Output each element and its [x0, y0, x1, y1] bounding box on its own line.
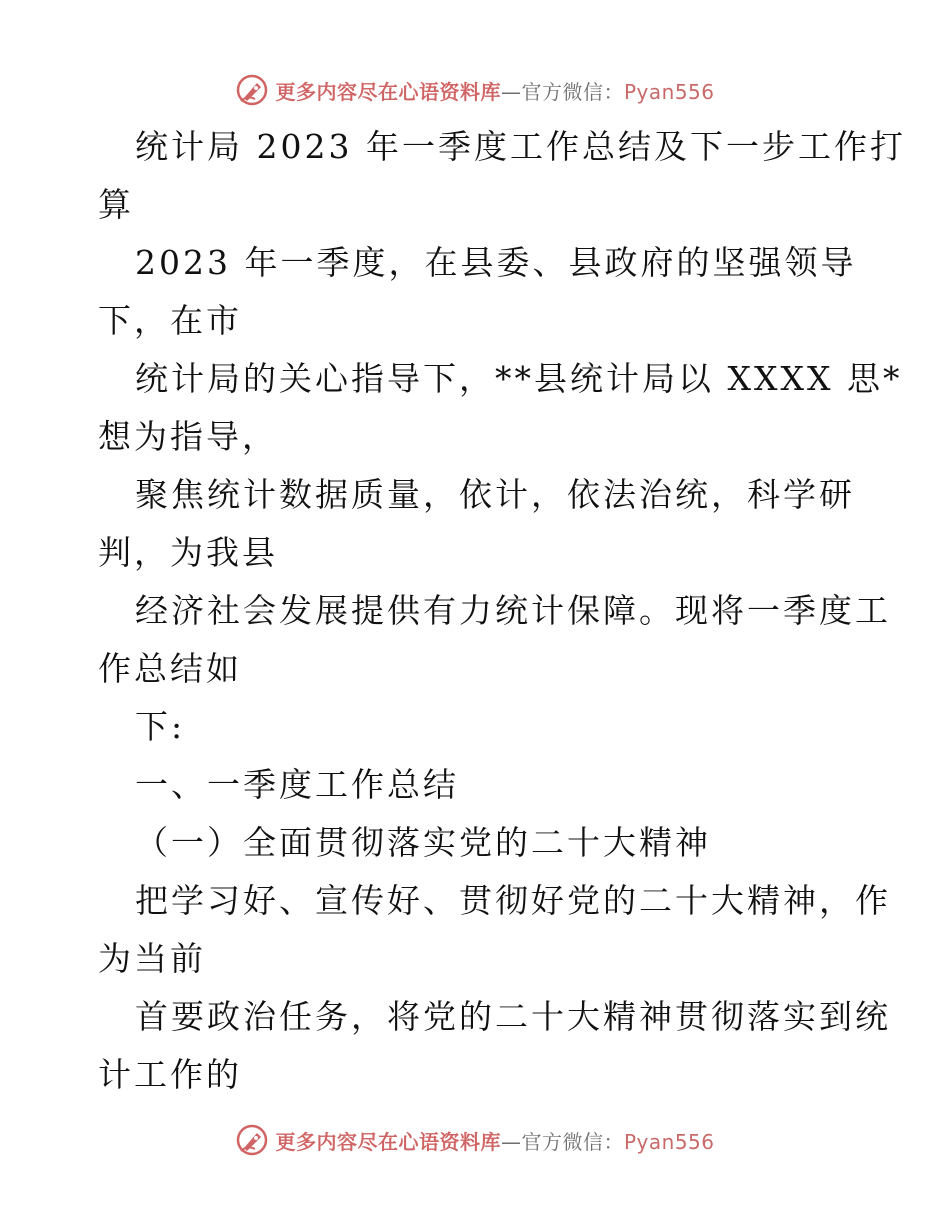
document-line: 计工作的 [98, 1055, 242, 1094]
document-line: 首要政治任务，将党的二十大精神贯彻落实到统 [135, 997, 891, 1036]
document-line: （一）全面贯彻落实党的二十大精神 [135, 823, 711, 862]
watermark-main-text: 更多内容尽在心语资料库 [275, 79, 501, 104]
document-line: 为当前 [98, 939, 206, 978]
document-line: 下: [135, 707, 186, 746]
watermark-main-text: 更多内容尽在心语资料库 [275, 1129, 501, 1154]
document-body [98, 118, 906, 1104]
pen-nib-logo-icon [235, 73, 269, 107]
watermark-contact-label: 官方微信： [521, 79, 624, 104]
watermark-content [235, 73, 714, 107]
document-line: 作总结如 [98, 649, 242, 688]
document-line: 一、一季度工作总结 [135, 765, 459, 804]
document-line: 2023 年一季度，在县委、县政府的坚强领导 [135, 243, 857, 282]
watermark-separator: — [500, 79, 522, 104]
watermark-text [275, 1126, 714, 1155]
document-line: 下，在市 [98, 301, 242, 340]
document-line: 经济社会发展提供有力统计保障。现将一季度工 [135, 591, 891, 630]
document-line: 把学习好、宣传好、贯彻好党的二十大精神，作 [135, 881, 891, 920]
document-line: 算 [98, 185, 134, 224]
document-line: 统计局 2023 年一季度工作总结及下一步工作打 [135, 127, 906, 166]
watermark-content [235, 1123, 714, 1157]
watermark-contact-handle: Pyan556 [623, 1129, 715, 1154]
watermark-text [275, 76, 714, 105]
document-line: 统计局的关心指导下，**县统计局以 XXXX 思* [135, 359, 903, 398]
document-line: 想为指导， [98, 417, 278, 456]
watermark-contact-label: 官方微信： [521, 1129, 624, 1154]
watermark-header [0, 70, 950, 110]
document-line: 聚焦统计数据质量，依计，依法治统，科学研 [135, 475, 855, 514]
pen-nib-logo-icon [235, 1123, 269, 1157]
watermark-contact-handle: Pyan556 [623, 79, 715, 104]
watermark-separator: — [500, 1129, 522, 1154]
document-line: 判，为我县 [98, 533, 278, 572]
watermark-footer [0, 1120, 950, 1160]
